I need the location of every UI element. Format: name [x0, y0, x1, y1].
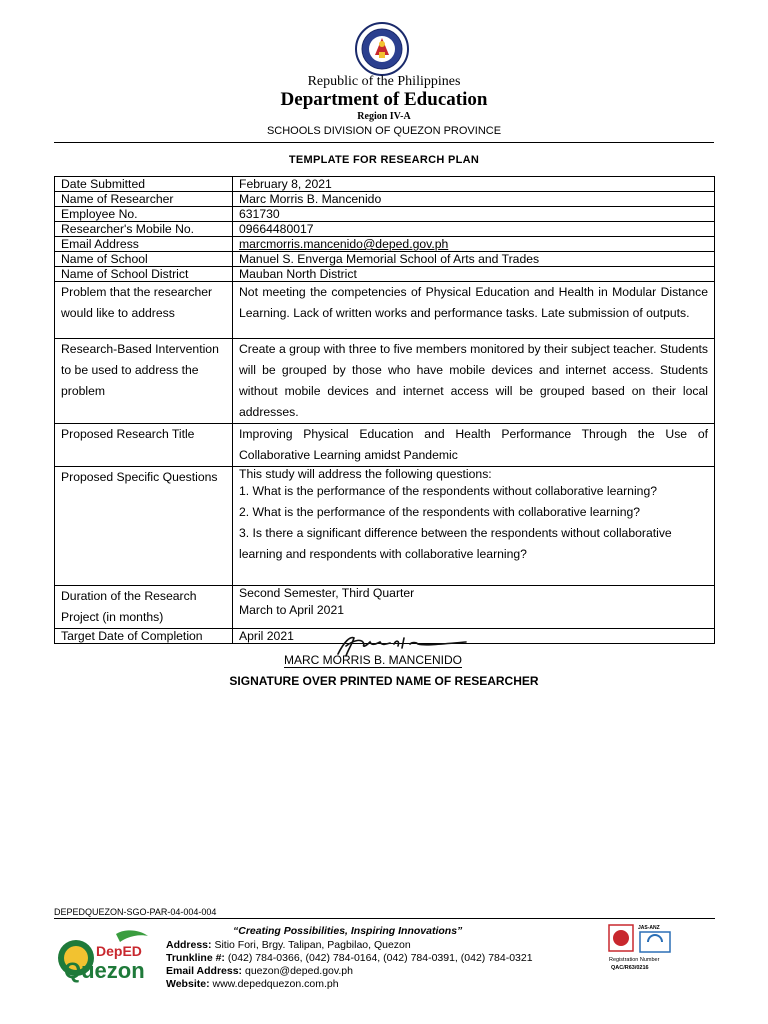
table-row: [55, 222, 715, 237]
logo-text-deped: DepED: [96, 943, 142, 959]
division-label: SCHOOLS DIVISION OF QUEZON PROVINCE: [266, 125, 502, 137]
table-row: [55, 282, 715, 339]
date-submitted-value: February 8, 2021: [233, 177, 715, 192]
target-date-value: April 2021: [233, 629, 715, 644]
mobile-value: 09664480017: [233, 222, 715, 237]
question-item: 3. Is there a significant difference between the respondents without collaborative learning and respondents with collaborative learning?: [239, 526, 672, 561]
footer-website-line: [166, 978, 533, 991]
region-label: Region IV-A: [357, 111, 411, 122]
template-title: TEMPLATE FOR RESEARCH PLAN: [288, 154, 480, 166]
footer-address-label: Address:: [166, 939, 212, 951]
header-divider: [54, 142, 714, 143]
questions-value: [233, 467, 715, 586]
researcher-value: Marc Morris B. Mancenido: [233, 192, 715, 207]
footer-trunkline: (042) 784-0366, (042) 784-0164, (042) 784-0391, (042) 784-0321: [227, 952, 533, 964]
table-row: [55, 339, 715, 424]
cert-registration-number: QAC/R63/0216: [611, 965, 649, 971]
republic-label: Republic of the Philippines: [307, 74, 461, 89]
duration-value: [233, 586, 715, 629]
table-row: [55, 207, 715, 222]
footer-website-label: Website:: [166, 978, 210, 990]
table-row: [55, 586, 715, 629]
intervention-value: Create a group with three to five members monitored by their subject teacher. Students will be grouped by those who have mobile devices and internet access. Students without mobile devices and internet access will be grouped based on their local addresses.: [233, 339, 715, 424]
footer-trunkline-line: [166, 952, 533, 965]
signature-caption: SIGNATURE OVER PRINTED NAME OF RESEARCHER: [229, 674, 539, 688]
research-title-value: Improving Physical Education and Health Performance Through the Use of Collaborative Learning amidst Pandemic: [233, 424, 715, 467]
table-row: [55, 177, 715, 192]
duration-line: Second Semester, Third Quarter: [239, 586, 415, 600]
date-submitted-label: Date Submitted: [55, 177, 233, 192]
footer-address-line: [166, 939, 533, 952]
deped-quezon-logo-icon: [56, 924, 156, 986]
email-value[interactable]: [233, 237, 715, 252]
school-value: Manuel S. Enverga Memorial School of Arts and Trades: [233, 252, 715, 267]
questions-intro: This study will address the following questions:: [239, 467, 492, 481]
cert-registration-label: Registration Number: [609, 957, 660, 963]
department-title: Department of Education: [280, 89, 488, 110]
employee-no-value: 631730: [233, 207, 715, 222]
footer-email-line: [166, 965, 533, 978]
problem-value: Not meeting the competencies of Physical Education and Health in Modular Distance Learning. Lack of written works and performance tasks. Late submission of outputs.: [233, 282, 715, 339]
research-plan-table: [54, 176, 715, 644]
document-number: DEPEDQUEZON-SGO-PAR-04-004-004: [54, 907, 217, 917]
intervention-label: Research-Based Intervention to be used to address the problem: [55, 339, 233, 424]
researcher-label: Name of Researcher: [55, 192, 233, 207]
table-row: [55, 252, 715, 267]
footer-contact-info: [166, 939, 533, 991]
footer-slogan: “Creating Possibilities, Inspiring Innovations”: [233, 925, 463, 937]
email-label: Email Address: [55, 237, 233, 252]
questions-label: Proposed Specific Questions: [55, 467, 233, 586]
district-label: Name of School District: [55, 267, 233, 282]
email-link[interactable]: marcmorris.mancenido@deped.gov.ph: [239, 237, 449, 251]
question-item: 1. What is the performance of the respondents without collaborative learning?: [239, 484, 657, 498]
employee-no-label: Employee No.: [55, 207, 233, 222]
question-item: 2. What is the performance of the respondents with collaborative learning?: [239, 505, 641, 519]
footer-email-label: Email Address:: [166, 965, 243, 977]
table-row: [55, 192, 715, 207]
district-value: Mauban North District: [233, 267, 715, 282]
duration-label: Duration of the Research Project (in months): [55, 586, 233, 629]
footer-website[interactable]: www.depedquezon.com.ph: [212, 978, 339, 990]
table-row: [55, 237, 715, 252]
problem-label: Problem that the researcher would like to address: [55, 282, 233, 339]
research-title-label: Proposed Research Title: [55, 424, 233, 467]
certification-badge-icon: [608, 922, 674, 972]
mobile-label: Researcher's Mobile No.: [55, 222, 233, 237]
table-row: [55, 467, 715, 586]
duration-line: March to April 2021: [239, 603, 345, 617]
cert-label: JAS-ANZ: [638, 925, 660, 931]
footer-divider: [54, 918, 715, 919]
researcher-printed-name: MARC MORRIS B. MANCENIDO: [284, 653, 463, 667]
school-label: Name of School: [55, 252, 233, 267]
footer-address: Sitio Fori, Brgy. Talipan, Pagbilao, Quezon: [214, 939, 411, 951]
target-date-label: Target Date of Completion: [55, 629, 233, 644]
table-row: [55, 267, 715, 282]
logo-text-quezon: Quezon: [64, 958, 145, 983]
footer-trunkline-label: Trunkline #:: [166, 952, 225, 964]
deped-seal-icon: [333, 22, 431, 76]
table-row: [55, 424, 715, 467]
footer-email[interactable]: quezon@deped.gov.ph: [244, 965, 353, 977]
